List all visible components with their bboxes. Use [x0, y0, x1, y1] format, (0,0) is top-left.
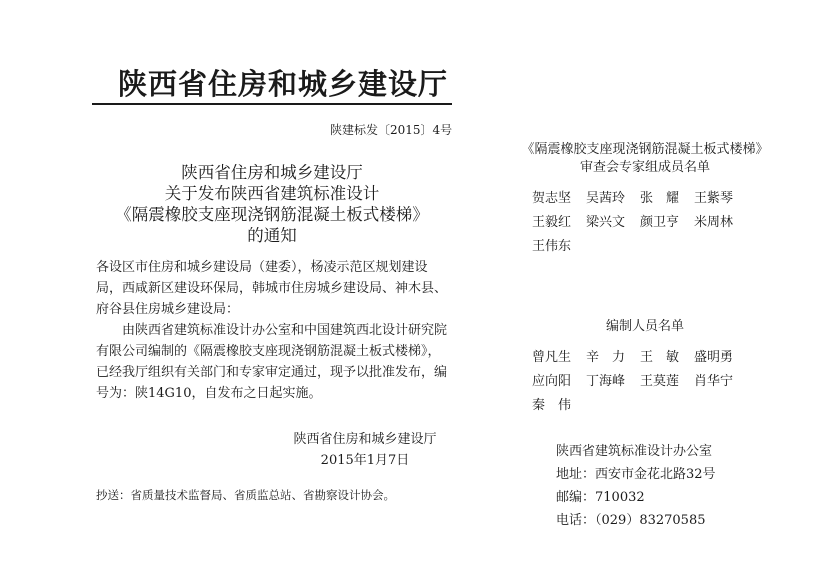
notice-title-line-4: 的通知 [247, 226, 297, 245]
notice-title-line-2: 关于发布陕西省建筑标准设计 [164, 184, 380, 203]
committee-member: 王毅红 [532, 215, 572, 230]
office-name: 陕西省建筑标准设计办公室 [556, 444, 713, 459]
document-number: 陕建标发〔2015〕4号 [330, 123, 453, 137]
org-header-title: 陕西省住房和城乡建设厅 [118, 67, 449, 101]
committee-member: 贺志坚 [532, 191, 572, 206]
office-phone: 电话：（029）83270585 [556, 513, 706, 528]
notice-recipients: 各设区市住房和城乡建设局（建委），杨凌示范区规划建设局，西咸新区建设环保局，韩城市住房城乡建设局、神木县、府谷县住房城乡建设局： [96, 260, 448, 317]
office-postcode: 邮编：710032 [556, 490, 645, 505]
editor-member: 曾凡生 [532, 350, 572, 365]
editor-member: 王 敏 [640, 350, 680, 365]
cc-line: 抄送：省质量技术监督局、省质监总站、省勘察设计协会。 [96, 488, 395, 502]
header-rule [92, 103, 452, 105]
signature-org: 陕西省住房和城乡建设厅 [293, 432, 437, 447]
signature-date: 2015年1月7日 [320, 453, 410, 468]
notice-title-line-1: 陕西省住房和城乡建设厅 [181, 163, 363, 182]
committee-member: 王紫琴 [694, 191, 734, 206]
committee-title-line-1: 《隔震橡胶支座现浇钢筋混凝土板式楼梯》 [521, 142, 769, 157]
committee-title-line-2: 审查会专家组成员名单 [579, 160, 710, 175]
editor-member: 王莫莲 [640, 374, 680, 389]
editor-member: 辛 力 [586, 350, 626, 365]
editor-member: 应向阳 [532, 374, 572, 389]
notice-title-line-3: 《隔震橡胶支座现浇钢筋混凝土板式楼梯》 [115, 205, 429, 224]
committee-member: 张 耀 [640, 191, 680, 206]
committee-member: 颜卫亨 [640, 215, 680, 230]
editor-member: 盛明勇 [694, 350, 734, 365]
notice-body: 由陕西省建筑标准设计办公室和中国建筑西北设计研究院有限公司编制的《隔震橡胶支座现浇钢筋混凝土板式楼梯》，已经我厅组织有关部门和专家审定通过，现予以批准发布，编号为：陕14G10，自发布之日起实施。 [96, 323, 448, 401]
committee-member: 米周林 [694, 215, 734, 230]
editor-member: 秦 伟 [532, 398, 572, 413]
committee-member: 梁兴文 [586, 215, 626, 230]
editor-member: 丁海峰 [586, 374, 626, 389]
editor-member: 肖华宁 [694, 374, 734, 389]
committee-member: 王伟东 [532, 239, 572, 254]
editors-title: 编制人员名单 [605, 319, 684, 334]
office-address: 地址：西安市金花北路32号 [556, 467, 716, 482]
committee-member: 吴茜玲 [586, 191, 626, 206]
